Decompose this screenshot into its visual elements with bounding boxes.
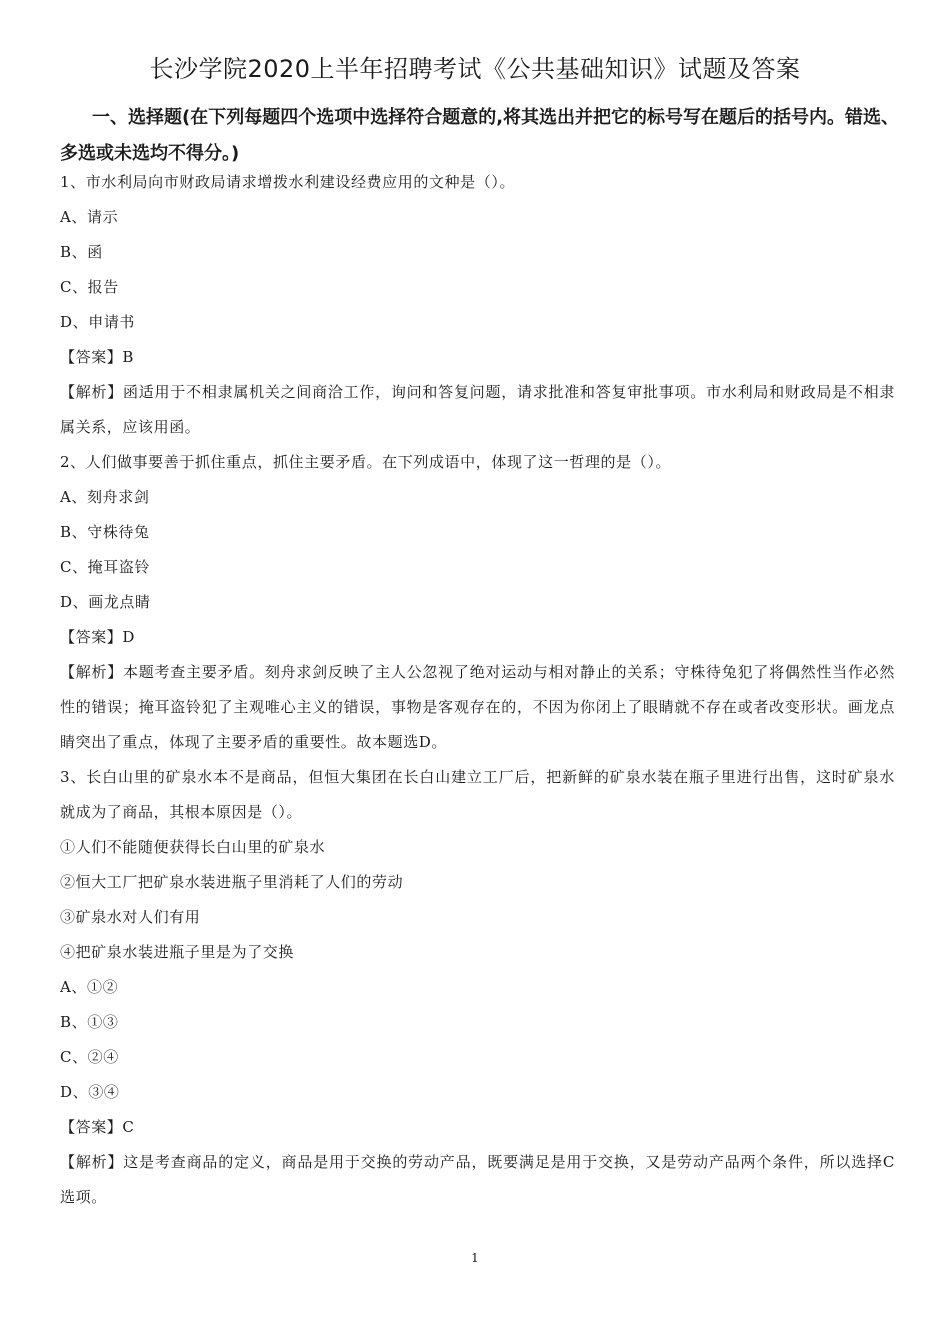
option-d: D、画龙点睛 bbox=[60, 593, 151, 611]
analysis: 【解析】这是考查商品的定义，商品是用于交换的劳动产品，既要满足是用于交换，又是劳动产品两个条件，所以选择C选项。 bbox=[60, 1153, 895, 1206]
question-stem: 3、长白山里的矿泉水本不是商品，但恒大集团在长白山建立工厂后，把新鲜的矿泉水装在瓶子里进行出售，这时矿泉水就成为了商品，其根本原因是（）。 bbox=[60, 768, 895, 821]
answer: 【答案】B bbox=[60, 348, 135, 366]
option-c: C、掩耳盗铃 bbox=[60, 558, 151, 576]
question-2 bbox=[60, 445, 895, 760]
option-c: C、报告 bbox=[60, 278, 119, 296]
option-a: A、①② bbox=[60, 978, 119, 996]
option-b: B、守株待兔 bbox=[60, 523, 150, 541]
answer: 【答案】D bbox=[60, 628, 136, 646]
statement-3: ③矿泉水对人们有用 bbox=[60, 908, 201, 926]
option-d: D、申请书 bbox=[60, 313, 136, 331]
option-b: B、函 bbox=[60, 243, 103, 261]
option-c: C、②④ bbox=[60, 1048, 119, 1066]
question-stem: 2、人们做事要善于抓住重点，抓住主要矛盾。在下列成语中，体现了这一哲理的是（）。 bbox=[60, 453, 672, 471]
option-a: A、请示 bbox=[60, 208, 119, 226]
option-d: D、③④ bbox=[60, 1083, 120, 1101]
question-stem: 1、市水利局向市财政局请求增拨水利建设经费应用的文种是（）。 bbox=[60, 173, 516, 191]
document-body bbox=[60, 165, 895, 1215]
page-number: 1 bbox=[471, 1251, 479, 1265]
section-heading: 一、选择题(在下列每题四个选项中选择符合题意的,将其选出并把它的标号写在题后的括号内。错选、多选或未选均不得分。) bbox=[60, 107, 900, 164]
option-b: B、①③ bbox=[60, 1013, 119, 1031]
analysis: 【解析】函适用于不相隶属机关之间商洽工作，询问和答复问题，请求批准和答复审批事项。市水利局和财政局是不相隶属关系，应该用函。 bbox=[60, 383, 895, 436]
question-1 bbox=[60, 165, 895, 445]
document-title: 长沙学院2020上半年招聘考试《公共基础知识》试题及答案 bbox=[149, 55, 801, 83]
statement-4: ④把矿泉水装进瓶子里是为了交换 bbox=[60, 943, 295, 961]
answer: 【答案】C bbox=[60, 1118, 135, 1136]
statement-2: ②恒大工厂把矿泉水装进瓶子里消耗了人们的劳动 bbox=[60, 873, 404, 891]
option-a: A、刻舟求剑 bbox=[60, 488, 150, 506]
statement-1: ①人们不能随便获得长白山里的矿泉水 bbox=[60, 838, 326, 856]
analysis: 【解析】本题考查主要矛盾。刻舟求剑反映了主人公忽视了绝对运动与相对静止的关系；守株待兔犯了将偶然性当作必然性的错误；掩耳盗铃犯了主观唯心主义的错误，事物是客观存在的，不因为你闭上了眼睛就不存在或者改变形状。画龙点睛突出了重点，体现了主要矛盾的重要性。故本题选D。 bbox=[60, 663, 895, 751]
question-3 bbox=[60, 760, 895, 1215]
